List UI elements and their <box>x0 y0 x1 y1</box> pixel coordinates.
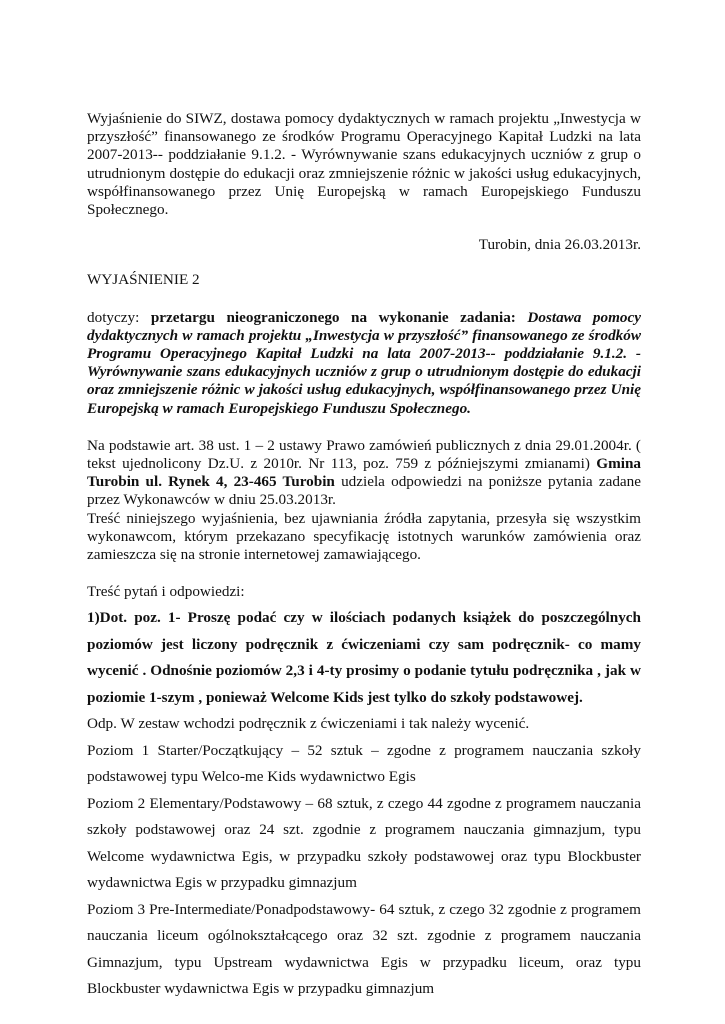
basis-after: udziela odpowiedzi na poniższe pytania zadane przez Wykonawców w dniu 25.03.2013r. <box>87 473 642 509</box>
level-2: Poziom 2 Elementary/Podstawowy – 68 sztuk, z czego 44 zgodne z programem nauczania szkoły podstawowej oraz 24 szt. zgodnie z programem nauczania gimnazjum, typu Welcome wydawnictwa Egis, w przypadku szkoły podstawowej oraz typu Blockbuster wydawnictwa Egis w przypadku gimnazjum <box>87 794 641 892</box>
level-3: Poziom 3 Pre-Intermediate/Ponadpodstawowy- 64 sztuk, z czego 32 zgodnie z programem nauczania liceum ogólnokształcącego oraz 32 szt. zgodnie z programem nauczania Gimnazjum, typu Upstream wydawnictwa Egis w przypadku liceum, oraz typu Blockbuster wydawnictwa Egis w przypadku gimnazjum <box>87 900 641 998</box>
document-page <box>87 110 641 1003</box>
content-note: Treść niniejszego wyjaśnienia, bez ujawniania źródła zapytania, przesyła się wszystkim wykonawcom, którym przekazano specyfikację istotnych warunków zamówienia oraz zamieszcza się na stronie internetowej zamawiającego. <box>87 509 641 564</box>
subject-title: Dostawa pomocy dydaktycznych w ramach projektu „Inwestycja w przyszłość” finansowanego ze środków Programu Operacyjnego Kapitał Ludzki na lata 2007-2013-- poddziałanie 9.1.2. - Wyrównywanie szans edukacyjnych uczniów z grup o utrudnionym dostępie do edukacji oraz zmniejszenie różnic w jakości usług edukacyjnych, współfinansowanego przez Unię Europejską w ramach Europejskiego Funduszu Społecznego. <box>87 308 642 417</box>
basis-paragraph <box>87 437 641 510</box>
basis-bold: Gmina Turobin ul. Rynek 4, 23-465 Turobin <box>87 455 641 491</box>
basis-before: Na podstawie art. 38 ust. 1 – 2 ustawy Prawo zamówień publicznych z dnia 29.01.2004r. ( tekst ujednolicony Dz.U. z 2010r. Nr 113, poz. 759 z późniejszymi zmianami) <box>87 436 641 473</box>
place-date: Turobin, dnia 26.03.2013r. <box>478 236 641 254</box>
intro-paragraph: Wyjaśnienie do SIWZ, dostawa pomocy dydaktycznych w ramach projektu „Inwestycja w przyszłość” finansowanego ze środków Programu Operacyjnego Kapitał Ludzki na lata 2007-2013-- poddziałanie 9.1.2. - Wyrównywanie szans edukacyjnych uczniów z grup o utrudnionym dostępie do edukacji oraz zmniejszenie różnic w jakości usług edukacyjnych, współfinansowanego przez Unię Europejską w ramach Europejskiego Funduszu Społecznego. <box>87 110 641 219</box>
subject-label: dotyczy: <box>87 308 140 326</box>
question-1: 1)Dot. poz. 1- Proszę podać czy w ilościach podanych książek do poszczególnych poziomów jest liczony podręcznik z ćwiczeniami czy sam podręcznik- co mamy wycenić . Odnośnie poziomów 2,3 i 4-ty prosimy o podanie tytułu podręcznika , jak w poziomie 1-szym , ponieważ Welcome Kids jest tylko do szkoły podstawowej. <box>87 609 641 706</box>
subject-bold: przetargu nieograniczonego na wykonanie zadania: <box>150 308 516 326</box>
level-1: Poziom 1 Starter/Początkujący – 52 sztuk – zgodne z programem nauczania szkoły podstawowej typu Welco-me Kids wydawnictwo Egis <box>87 741 641 786</box>
subject-paragraph <box>87 309 641 418</box>
document-heading: WYJAŚNIENIE 2 <box>87 271 200 289</box>
qa-heading: Treść pytań i odpowiedzi: <box>87 583 245 601</box>
answer-1: Odp. W zestaw wchodzi podręcznik z ćwiczeniami i tak należy wycenić. <box>87 715 530 733</box>
